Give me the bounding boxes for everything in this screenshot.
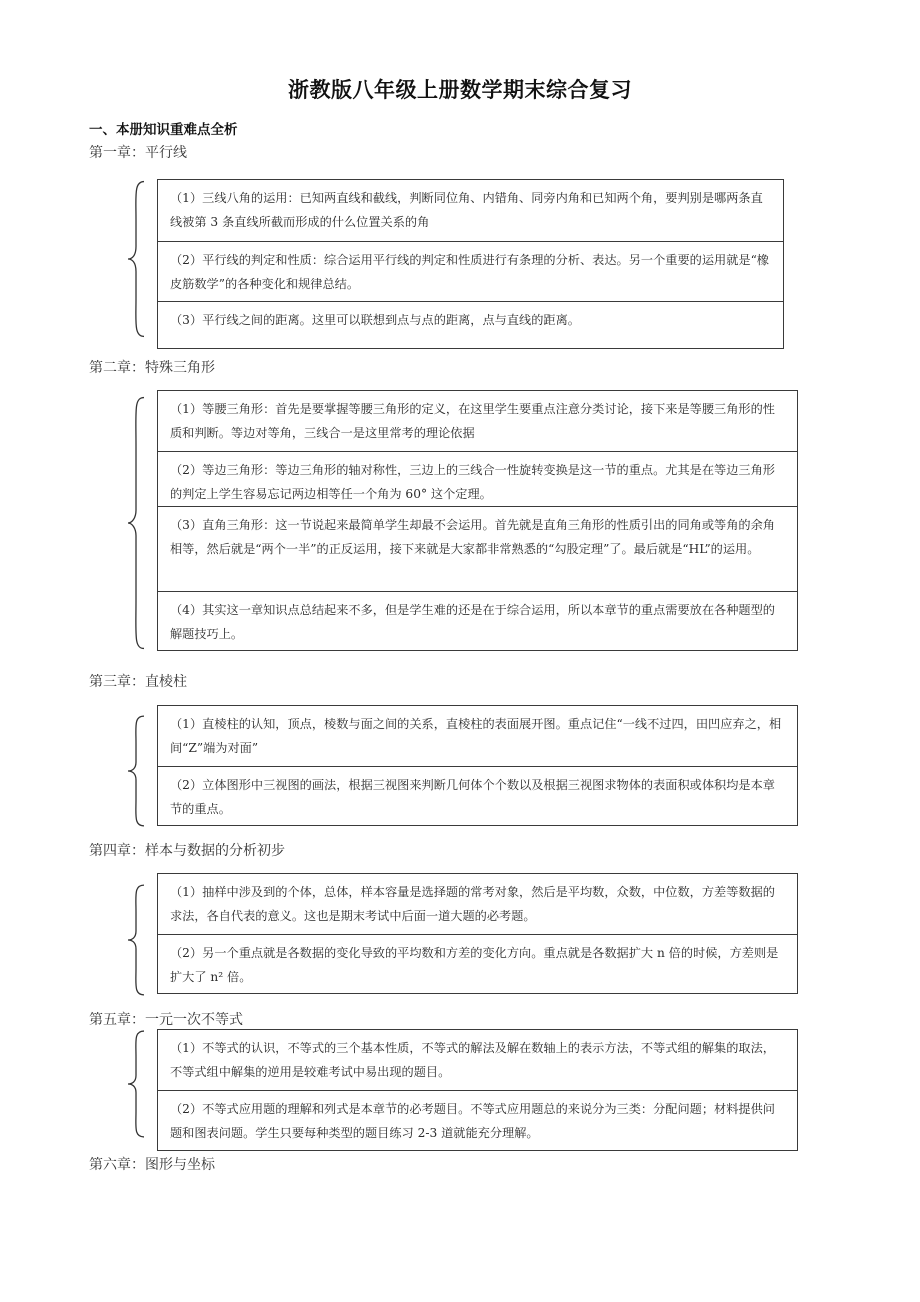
brace-icon <box>126 395 148 651</box>
brace-icon <box>126 884 148 996</box>
chapter-2-item-4: （4）其实这一章知识点总结起来不多，但是学生难的还是在于综合运用，所以本章节的重点需要放在各种题型的解题技巧上。 <box>158 591 797 650</box>
chapter-4-item-1: （1）抽样中涉及到的个体，总体，样本容量是选择题的常考对象，然后是平均数，众数，中位数，方差等数据的求法，各自代表的意义。这也是期末考试中后面一道大题的必考题。 <box>170 885 775 923</box>
chapter-1-box <box>157 179 784 349</box>
chapter-3-item-2: （2）立体图形中三视图的画法，根据三视图来判断几何体个个数以及根据三视图求物体的表面积或体积均是本章节的重点。 <box>158 766 797 825</box>
chapter-4-heading: 第四章：样本与数据的分析初步 <box>89 843 285 859</box>
chapter-1-item-1: （1）三线八角的运用：已知两直线和截线，判断同位角、内错角、同旁内角和已知两个角，要判别是哪两条直线被第 3 条直线所截而形成的什么位置关系的角 <box>170 191 763 229</box>
chapter-5-box <box>157 1029 798 1151</box>
chapter-3-item-1: （1）直棱柱的认知，顶点，棱数与面之间的关系，直棱柱的表面展开图。重点记住“一线不过四，田凹应弃之，相间“Z”端为对面” <box>170 717 782 755</box>
chapter-2-item-1: （1）等腰三角形：首先是要掌握等腰三角形的定义，在这里学生要重点注意分类讨论，接下来是等腰三角形的性质和判断。等边对等角，三线合一是这里常考的理论依据 <box>170 402 775 440</box>
chapter-4-item-2: （2）另一个重点就是各数据的变化导致的平均数和方差的变化方向。重点就是各数据扩大 n 倍的时候，方差则是扩大了 n² 倍。 <box>158 934 797 993</box>
chapter-2-item-3: （3）直角三角形：这一节说起来最简单学生却最不会运用。首先就是直角三角形的性质引出的同角或等角的余角相等，然后就是“两个一半”的正反运用，接下来就是大家都非常熟悉的“勾股定理”了。最后就是“HL”的运用。 <box>158 506 797 591</box>
brace-icon <box>126 1030 148 1138</box>
chapter-2-item-2: （2）等边三角形：等边三角形的轴对称性，三边上的三线合一性旋转变换是这一节的重点。尤其是在等边三角形的判定上学生容易忘记两边相等任一个角为 60° 这个定理。 <box>158 451 797 506</box>
chapter-2-box <box>157 390 798 651</box>
chapter-1-item-2: （2）平行线的判定和性质：综合运用平行线的判定和性质进行有条理的分析、表达。另一个重要的运用就是“橡皮筋数学”的各种变化和规律总结。 <box>158 241 783 301</box>
chapter-1-heading: 第一章：平行线 <box>89 145 187 161</box>
chapter-3-heading: 第三章：直棱柱 <box>89 674 187 690</box>
chapter-6-heading: 第六章：图形与坐标 <box>89 1157 215 1173</box>
chapter-1-item-3: （3）平行线之间的距离。这里可以联想到点与点的距离，点与直线的距离。 <box>158 301 783 348</box>
chapter-3-box <box>157 705 798 826</box>
section-heading: 一、本册知识重难点全析 <box>89 122 238 138</box>
chapter-5-heading: 第五章：一元一次不等式 <box>89 1012 243 1028</box>
chapter-2-heading: 第二章：特殊三角形 <box>89 360 215 376</box>
brace-icon <box>126 180 148 338</box>
chapter-5-item-2: （2）不等式应用题的理解和列式是本章节的必考题目。不等式应用题总的来说分为三类：分配问题；材料提供问题和图表问题。学生只要每种类型的题目练习 2-3 道就能充分理解。 <box>158 1090 797 1150</box>
chapter-5-item-1: （1）不等式的认识，不等式的三个基本性质，不等式的解法及解在数轴上的表示方法，不等式组的解集的取法，不等式组中解集的逆用是较难考试中易出现的题目。 <box>170 1041 775 1079</box>
document-title: 浙教版八年级上册数学期末综合复习 <box>288 78 632 102</box>
chapter-4-box <box>157 873 798 994</box>
brace-icon <box>126 715 148 827</box>
